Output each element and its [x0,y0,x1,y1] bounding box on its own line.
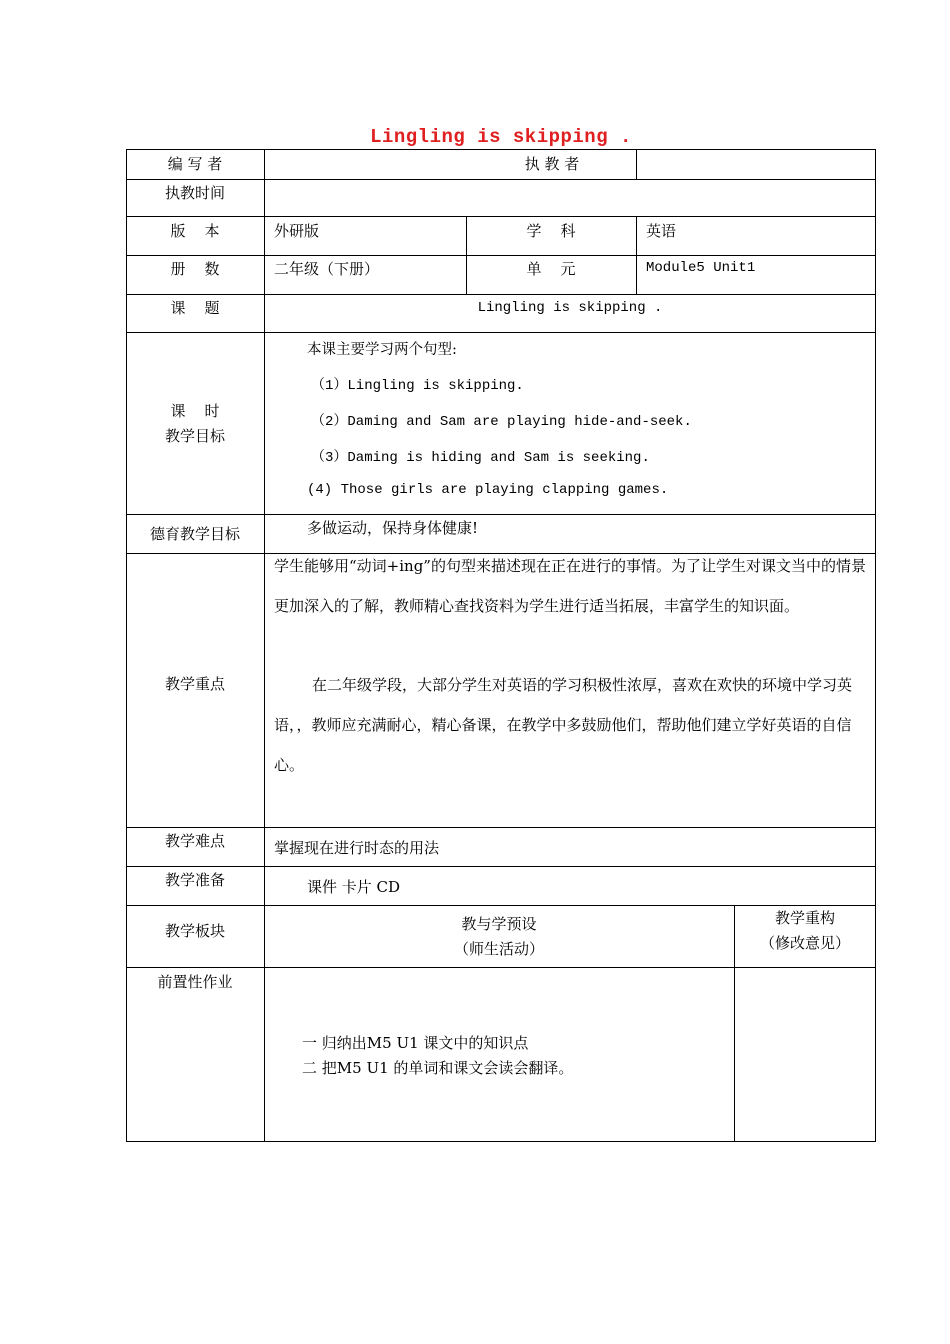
goal-item: (4) Those girls are playing clapping games. [307,482,669,498]
goal-item: （1）Lingling is skipping. [311,378,524,394]
time-label: 执教时间 [164,184,225,202]
author-label: 编 写 者 [167,155,223,173]
subject-value: 英语 [646,222,677,240]
goal-label-1: 课 时 [170,402,220,420]
homework-label: 前置性作业 [157,973,233,991]
key-paragraph-1: 学生能够用“动词+ing”的句型来描述现在正在进行的事情。为了让学生对课文当中的情景更加深入的了解，教师精心查找资料为学生进行适当拓展，丰富学生的知识面。 [274,557,866,615]
unit-value: Module5 Unit1 [646,260,756,276]
restructure-line-1: 教学重构 [774,909,835,927]
prep-label: 教学准备 [164,871,225,889]
goal-item: （2）Daming and Sam are playing hide-and-seek. [311,414,692,430]
preset-line-1: 教与学预设 [461,915,537,933]
moral-label: 德育教学目标 [149,525,240,543]
edition-value: 外研版 [274,222,320,240]
topic-label: 课 题 [170,299,220,317]
edition-label: 版 本 [170,222,220,240]
prep-value: 课件 卡片 CD [307,878,401,896]
moral-value: 多做运动，保持身体健康! [307,519,479,537]
goal-intro: 本课主要学习两个句型: [307,342,457,358]
volume-value: 二年级（下册） [274,260,380,278]
preset-line-2: （师生活动） [453,940,544,958]
homework-item: 二 把M5 U1 的单词和课文会读会翻译。 [302,1059,574,1077]
difficulty-label: 教学难点 [164,832,225,850]
restructure-line-2: （修改意见） [759,934,850,952]
page-title: Lingling is skipping . [370,126,632,148]
goal-label-2: 教学目标 [164,427,225,445]
subject-label: 学 科 [526,222,576,240]
lesson-plan-table [126,149,876,1142]
volume-label: 册 数 [170,260,220,278]
homework-item: 一 归纳出M5 U1 课文中的知识点 [302,1034,529,1052]
key-label: 教学重点 [164,675,225,693]
unit-label: 单 元 [526,260,576,278]
teacher-label: 执 教 者 [524,155,580,173]
topic-value: Lingling is skipping . [477,300,663,316]
key-paragraph-2: 在二年级学段，大部分学生对英语的学习积极性浓厚，喜欢在欢快的环境中学习英语，，教师应充满耐心，精心备课，在教学中多鼓励他们，帮助他们建立学好英语的自信心。 [274,676,853,774]
goal-item: （3）Daming is hiding and Sam is seeking. [311,450,650,466]
block-label: 教学板块 [164,922,225,940]
difficulty-value: 掌握现在进行时态的用法 [274,839,440,857]
